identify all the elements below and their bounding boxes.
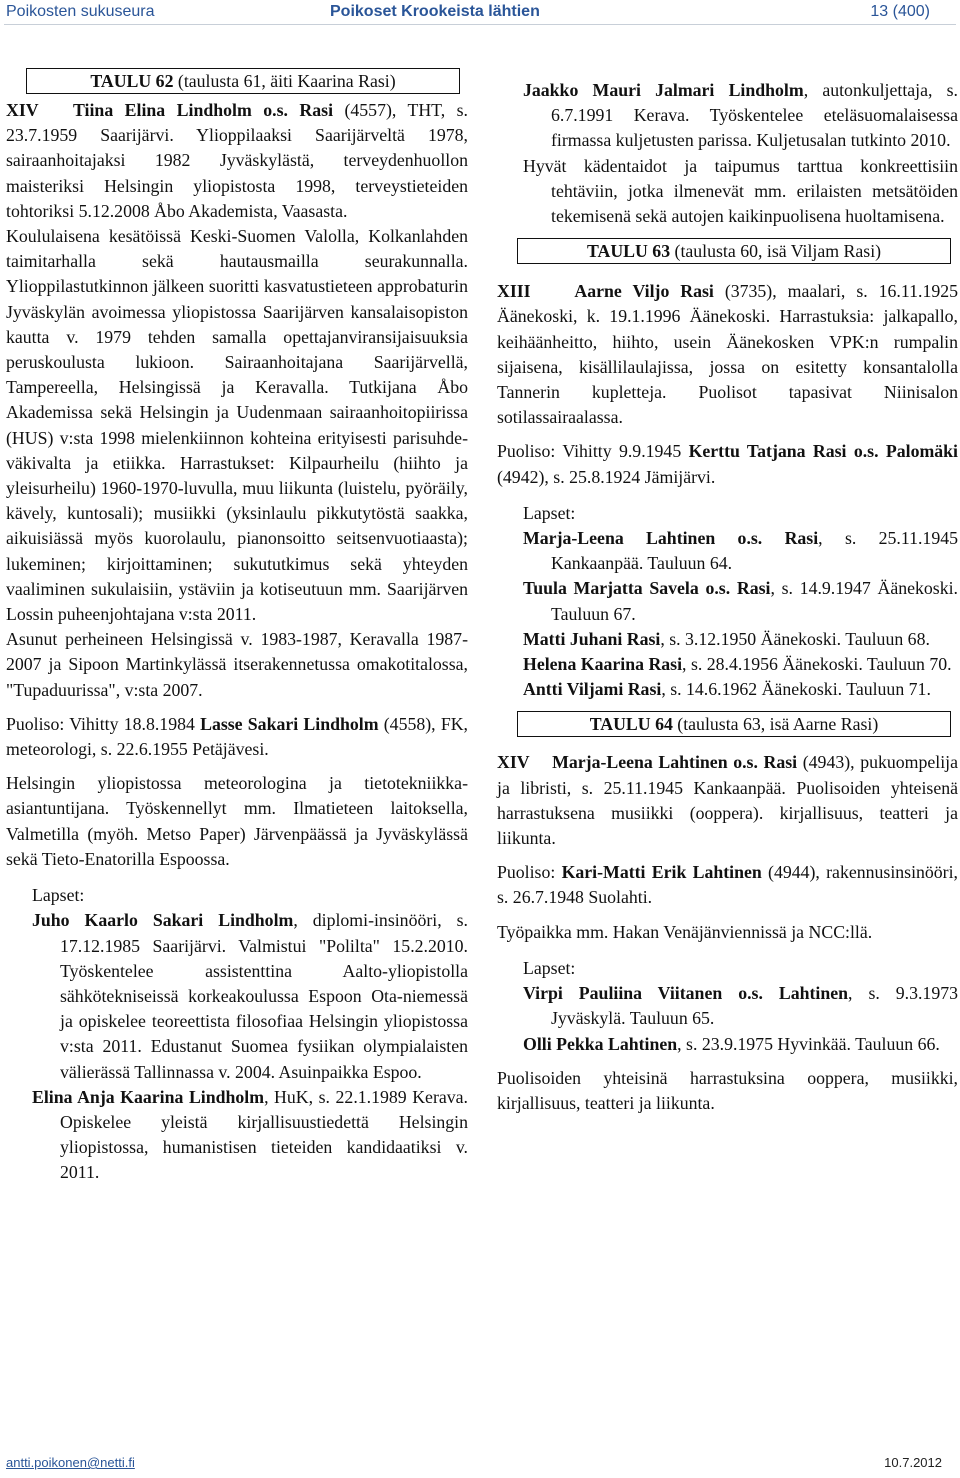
spouse-career: Helsingin yliopistossa meteorologina ja tietotekniikka-asiantuntijana. Työskennellyt mm. Ilmatieteen laitoksella, Valmetilla (myöh. Metso Paper) Järvenpäässä ja Jyväskylässä sekä Tieto-Enatorilla Espoossa. <box>6 773 468 869</box>
child-antti: Antti Viljami Rasi, s. 14.6.1962 Äänekoski. Tauluun 71. <box>523 679 931 700</box>
footer-email-link[interactable]: antti.poikonen@netti.fi <box>6 1455 135 1470</box>
child-juho: Juho Kaarlo Sakari Lindholm, diplomi-insinööri, s. 17.12.1985 Saarijärvi. Valmistui "Polilta" 15.2.2010. Työskentelee assistenttina Aalto-yliopistolla sähkötekniseissä korkeakoulussa Espoon Ota-niemessä ja opiskelee teoreettista filosofiaa Helsingin yliopistossa v:sta 2011. Edustanut Suomea fysiikan olympialaisten välierässä Tallinnassa v. 2004. Asuinpaikka Espoo. <box>32 910 468 1082</box>
page-header <box>0 0 960 24</box>
taulu-63-heading: TAULU 63 (taulusta 60, isä Viljam Rasi) <box>517 238 951 264</box>
shared-hobbies: Puolisoiden yhteisinä harrastuksina ooppera, musiikki, kirjallisuus, teatteri ja liikunta. <box>497 1067 958 1113</box>
xiv-tiina-entry: XIV Tiina Elina Lindholm o.s. Rasi (4557), THT, s. 23.7.1959 Saarijärvi. Ylioppilaaksi Saarijärveltä 1978, sairaanhoitajaksi 1982 Jyväskylästä, terveydenhuollon maisteriksi Helsingin yliopistosta 1998, terveystieteiden tohtoriksi 5.12.2008 Åbo Akademista, Vaasasta. <box>6 100 469 221</box>
header-society: Poikosten sukuseura <box>6 3 155 20</box>
header-book-title: Poikoset Krookeista lähtien <box>330 3 540 20</box>
child-tuula: Tuula Marjatta Savela o.s. Rasi, s. 14.9.1947 Äänekoski. Tauluun 67. <box>523 578 958 624</box>
tiina-residence: Asunut perheineen Helsingissä v. 1983-1987, Keravalla 1987-2007 ja Sipoon Martinkylässä itserakennetussa omakotitalossa, "Tupaduurissa", v:sta 2007. <box>6 629 468 700</box>
child-elina: Elina Anja Kaarina Lindholm, HuK, s. 22.1.1989 Kerava. Opiskelee yleistä kirjallisuustiedettä Helsingin yliopistossa, humanistisen tieteiden kandidaatiksi v. 2011. <box>32 1086 468 1183</box>
page-footer <box>6 1455 956 1470</box>
taulu-64-heading: TAULU 64 (taulusta 63, isä Aarne Rasi) <box>517 711 951 737</box>
footer-date: 10.7.2012 <box>884 1455 942 1470</box>
children-label-64: Lapset: <box>523 957 576 978</box>
spouse-work: Työpaikka mm. Hakan Venäjänviennissä ja NCC:llä. <box>497 921 873 942</box>
left-column <box>6 68 468 1186</box>
children-label: Lapset: <box>32 885 85 906</box>
right-column <box>497 78 958 1116</box>
child-virpi: Virpi Pauliina Viitanen o.s. Lahtinen, s. 9.3.1973 Jyväskylä. Tauluun 65. <box>523 983 958 1029</box>
child-jaakko: Jaakko Mauri Jalmari Lindholm, autonkuljettaja, s. 6.7.1991 Kerava. Työskentelee eteläsuomalaisessa firmassa kuljetusten parissa. Kuljetusalan tutkinto 2010. <box>523 80 958 151</box>
xiv-marja-leena-entry: XIV Marja-Leena Lahtinen o.s. Rasi (4943), pukuompelija ja libristi, s. 25.11.1945 Kankaanpää. Puolisoiden yhteisenä harrastuksena musiikki (ooppera). kirjallisuus, teatteri ja liikunta. <box>497 752 958 849</box>
child-matti: Matti Juhani Rasi, s. 3.12.1950 Äänekoski. Tauluun 68. <box>523 628 930 649</box>
tiina-career: Koululaisena kesätöissä Keski-Suomen Valolla, Kolkanlahden taimitarhalla sekä hautausmailla seurakunnalla. Ylioppilastutkinnon jälkeen suoritti kasvatustieteen approbaturin Jyväskylän avoimessa yliopistossa Saarijärven kansalaisopiston kautta v. 1979 tehden samalla opettajanviransijaisuuksia peruskoulusta lukioon. Sairaanhoitajana Saarijärvellä, Tampereella, Helsingissä ja Keravalla. Tutkijana Åbo Akademissa sekä Helsingin ja Uudenmaan sairaanhoitopiirissa (HUS) v:sta 1998 mielenkiinnon kohteina erityisesti parisuhde-väkivalta ja etiikka. Harrastukset: Kilpaurheilu (hiihto ja yleisurheilu) 1960-1970-luvulla, muu liikunta (luistelu, pyöräily, kävely, kuntosali); musiikki (yksinlaulu pikkutytöstä saakka, aikuisiässä myös kuorolaulu, pianonsoitto seitsenvuotiaasta); lukeminen; kirjoittaminen; sukututkimus sekä yhteyden vaaliminen sukulaisiin, ystäviin ja kotiseutuun mm. Saarijärven Lossin puheenjohtajana v:sta 2011. <box>6 226 468 625</box>
child-helena: Helena Kaarina Rasi, s. 28.4.1956 Äänekoski. Tauluun 70. <box>523 654 952 675</box>
marja-leena-spouse: Puoliso: Kari-Matti Erik Lahtinen (4944), rakennusinsinööri, s. 26.7.1948 Suolahti. <box>497 862 958 908</box>
header-page-number: 13 (400) <box>870 3 930 20</box>
jaakko-skills: Hyvät kädentaidot ja taipumus tarttua konkreettisiin tehtäviin, jotka ilmenevät mm. erilaisten metsätöiden tekemisenä sekä autojen kaikinpuolisena huoltamisena. <box>523 155 958 227</box>
tiina-spouse: Puoliso: Vihitty 18.8.1984 Lasse Sakari Lindholm (4558), FK, meteorologi, s. 22.6.1955 Petäjävesi. <box>6 713 469 760</box>
header-divider <box>4 24 956 25</box>
xiii-aarne-entry: XIII Aarne Viljo Rasi (3735), maalari, s. 16.11.1925 Äänekoski, k. 19.1.1996 Äänekoski. Harrastuksia: jalkapallo, keihäänheitto, hiihto, usein Äänekosken VPK:n rumpalin sijaisena, kisällilaulajissa, jossa on esitetty konsantalolla Tannerin kupletteja. Puolisot tapasivat Niinisalon sotilassairaalassa. <box>497 281 959 428</box>
children-label-63: Lapset: <box>523 502 576 523</box>
child-marja-leena: Marja-Leena Lahtinen o.s. Rasi, s. 25.11.1945 Kankaanpää. Tauluun 64. <box>523 528 958 574</box>
child-olli: Olli Pekka Lahtinen, s. 23.9.1975 Hyvinkää. Tauluun 66. <box>523 1033 940 1054</box>
taulu-62-heading: TAULU 62 (taulusta 61, äiti Kaarina Rasi) <box>26 68 460 94</box>
aarne-spouse: Puoliso: Vihitty 9.9.1945 Kerttu Tatjana Rasi o.s. Palomäki (4942), s. 25.8.1924 Jämijärvi. <box>497 441 958 487</box>
